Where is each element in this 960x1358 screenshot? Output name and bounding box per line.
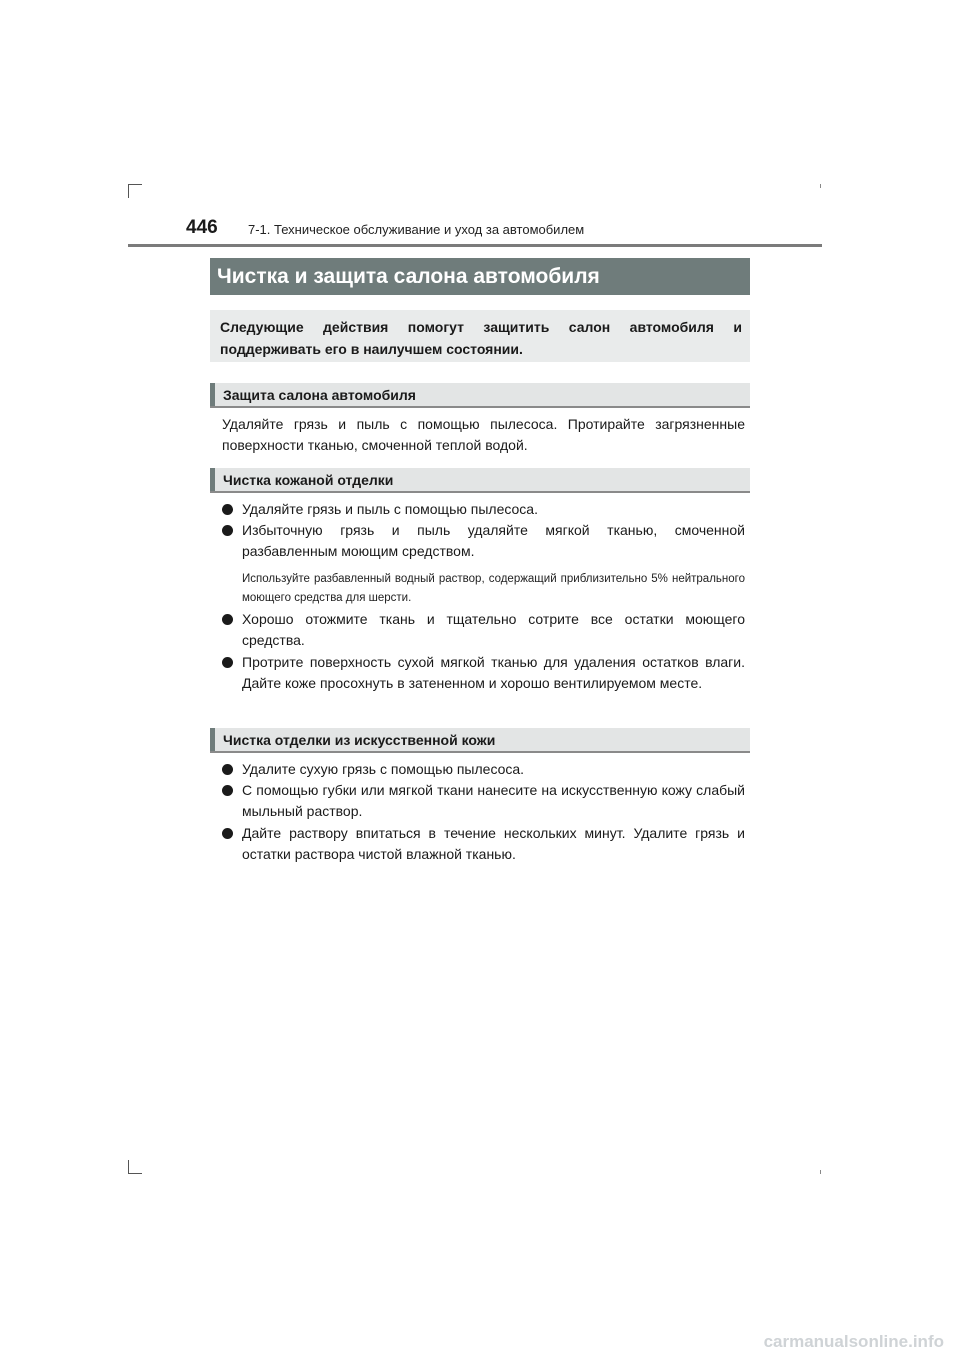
list-item	[222, 609, 745, 651]
intro-box: Следующие действия помогут защитить салон автомобиля и поддерживать его в наилучшем состоянии.	[210, 310, 750, 362]
section-header-interior-protection	[210, 383, 750, 408]
page-number: 446	[186, 217, 218, 238]
list-item-text: Дайте раствору впитаться в течение нескольких минут. Удалите грязь и остатки раствора чистой влажной тканью.	[242, 825, 745, 862]
bullet-icon	[222, 614, 233, 625]
section-heading: Чистка отделки из искусственной кожи	[223, 732, 496, 748]
crop-mark	[820, 184, 821, 188]
note-text: Используйте разбавленный водный раствор, содержащий приблизительно 5% нейтрального моющего средства для шерсти.	[242, 573, 745, 604]
page-title: Чистка и защита салона автомобиля	[210, 258, 750, 295]
list-item	[222, 759, 745, 780]
bullet-icon	[222, 504, 233, 515]
bullet-icon	[222, 828, 233, 839]
list-item-text: Хорошо отожмите ткань и тщательно сотрите все остатки моющего средства.	[242, 611, 745, 648]
list-item	[222, 823, 745, 865]
header-divider	[128, 244, 822, 247]
list-item	[222, 520, 745, 562]
list-item	[222, 780, 745, 822]
list-item-text: Удаляйте грязь и пыль с помощью пылесоса.	[242, 501, 538, 517]
section-heading: Чистка кожаной отделки	[223, 472, 394, 488]
list-item	[222, 499, 745, 520]
section-header-artificial-leather-cleaning	[210, 728, 750, 753]
bullet-icon	[222, 657, 233, 668]
bullet-icon	[222, 785, 233, 796]
crop-mark	[128, 184, 129, 198]
list-item	[222, 652, 745, 694]
list-item-text: Избыточную грязь и пыль удаляйте мягкой тканью, смоченной разбавленным моющим средством.	[242, 522, 745, 559]
chapter-title: 7-1. Техническое обслуживание и уход за автомобилем	[248, 222, 585, 237]
crop-mark	[128, 1160, 129, 1174]
crop-mark	[128, 1173, 142, 1174]
section-text: Удаляйте грязь и пыль с помощью пылесоса. Протирайте загрязненные поверхности тканью, смоченной теплой водой.	[222, 416, 745, 453]
list-item-text: С помощью губки или мягкой ткани нанесите на искусственную кожу слабый мыльный раствор.	[242, 782, 745, 819]
crop-mark	[820, 1170, 821, 1174]
list-item-text: Удалите сухую грязь с помощью пылесоса.	[242, 761, 525, 777]
section-heading: Защита салона автомобиля	[223, 387, 416, 403]
bullet-icon	[222, 525, 233, 536]
watermark: carmanualsonline.info	[763, 1332, 944, 1351]
bullet-icon	[222, 764, 233, 775]
list-item-text: Протрите поверхность сухой мягкой тканью для удаления остатков влаги. Дайте коже просохнуть в затененном и хорошо вентилируемом месте.	[242, 654, 745, 691]
crop-mark	[128, 184, 142, 185]
section-header-leather-cleaning	[210, 468, 750, 493]
